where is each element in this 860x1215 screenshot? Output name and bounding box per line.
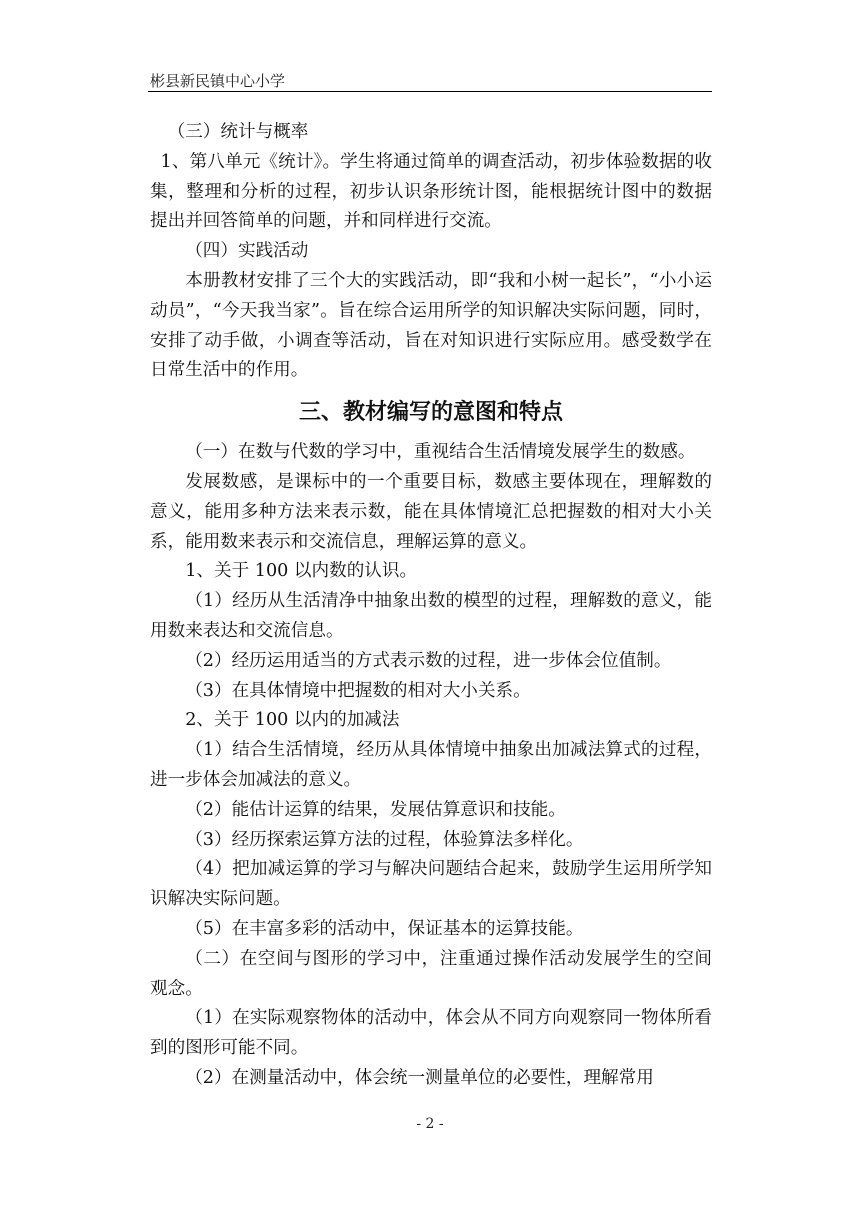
- item-title-addition-subtraction: 2、关于 100 以内的加减法: [185, 710, 400, 731]
- header-rule: [148, 91, 712, 92]
- page-header: 彬县新民镇中心小学: [150, 72, 286, 90]
- paragraph-practice: 本册教材安排了三个大的实践活动，即“我和小树一起长”，“小小运动员”，“今天我当家”。旨在综合运用所学的知识解决实际问题，同时，安排了动手做，小调查等活动，旨在对知识进行实际应用。感受数学在日常生活中的作用。: [150, 270, 712, 381]
- item-title-number-recognition: 1、关于 100 以内数的认识。: [185, 561, 418, 582]
- page-number: - 2 -: [416, 1116, 444, 1132]
- paragraph-space-intro: （二）在空间与图形的学习中，注重通过操作活动发展学生的空间观念。: [150, 948, 712, 999]
- section-title-practice: （四）实践活动: [185, 241, 309, 262]
- list-item: （2）在测量活动中，体会统一测量单位的必要性，理解常用: [185, 1067, 654, 1088]
- list-item: （2）经历运用适当的方式表示数的过程，进一步体会位值制。: [185, 650, 672, 671]
- list-item: （4）把加减运算的学习与解决问题结合起来，鼓励学生运用所学知识解决实际问题。: [150, 859, 712, 910]
- list-item: （1）经历从生活清净中抽象出数的模型的过程，理解数的意义，能用数来表达和交流信息。: [150, 591, 712, 641]
- list-item: （3）经历探索运算方法的过程，体验算法多样化。: [185, 829, 584, 850]
- list-item: （2）能估计运算的结果，发展估算意识和技能。: [185, 799, 566, 820]
- list-item: （3）在具体情境中把握数的相对大小关系。: [185, 680, 531, 701]
- list-item: （1）结合生活情境，经历从具体情境中抽象出加减法算式的过程，进一步体会加减法的意义。: [150, 740, 712, 790]
- section-title-statistics: （三）统计与概率: [167, 122, 309, 142]
- paragraph-statistics-unit: 1、第八单元《统计》。学生将通过简单的调查活动，初步体验数据的收集，整理和分析的过程，初步认识条形统计图，能根据统计图中的数据提出并回答简单的问题，并和同样进行交流。: [150, 151, 712, 232]
- list-item: （5）在丰富多彩的活动中，保证基本的运算技能。: [185, 918, 584, 939]
- page-body: [150, 118, 712, 1094]
- heading-textbook-intent: 三、教材编写的意图和特点: [298, 400, 563, 426]
- list-item: （1）在实际观察物体的活动中，体会从不同方向观察同一物体所看到的图形可能不同。: [150, 1008, 712, 1059]
- paragraph-number-sense: 发展数感，是课标中的一个重要目标，数感主要体现在，理解数的意义，能用多种方法来表示数，能在具体情境汇总把握数的相对大小关系，能用数来表示和交流信息，理解运算的意义。: [150, 471, 712, 552]
- paragraph-number-intro: （一）在数与代数的学习中，重视结合生活情境发展学生的数感。: [185, 442, 696, 463]
